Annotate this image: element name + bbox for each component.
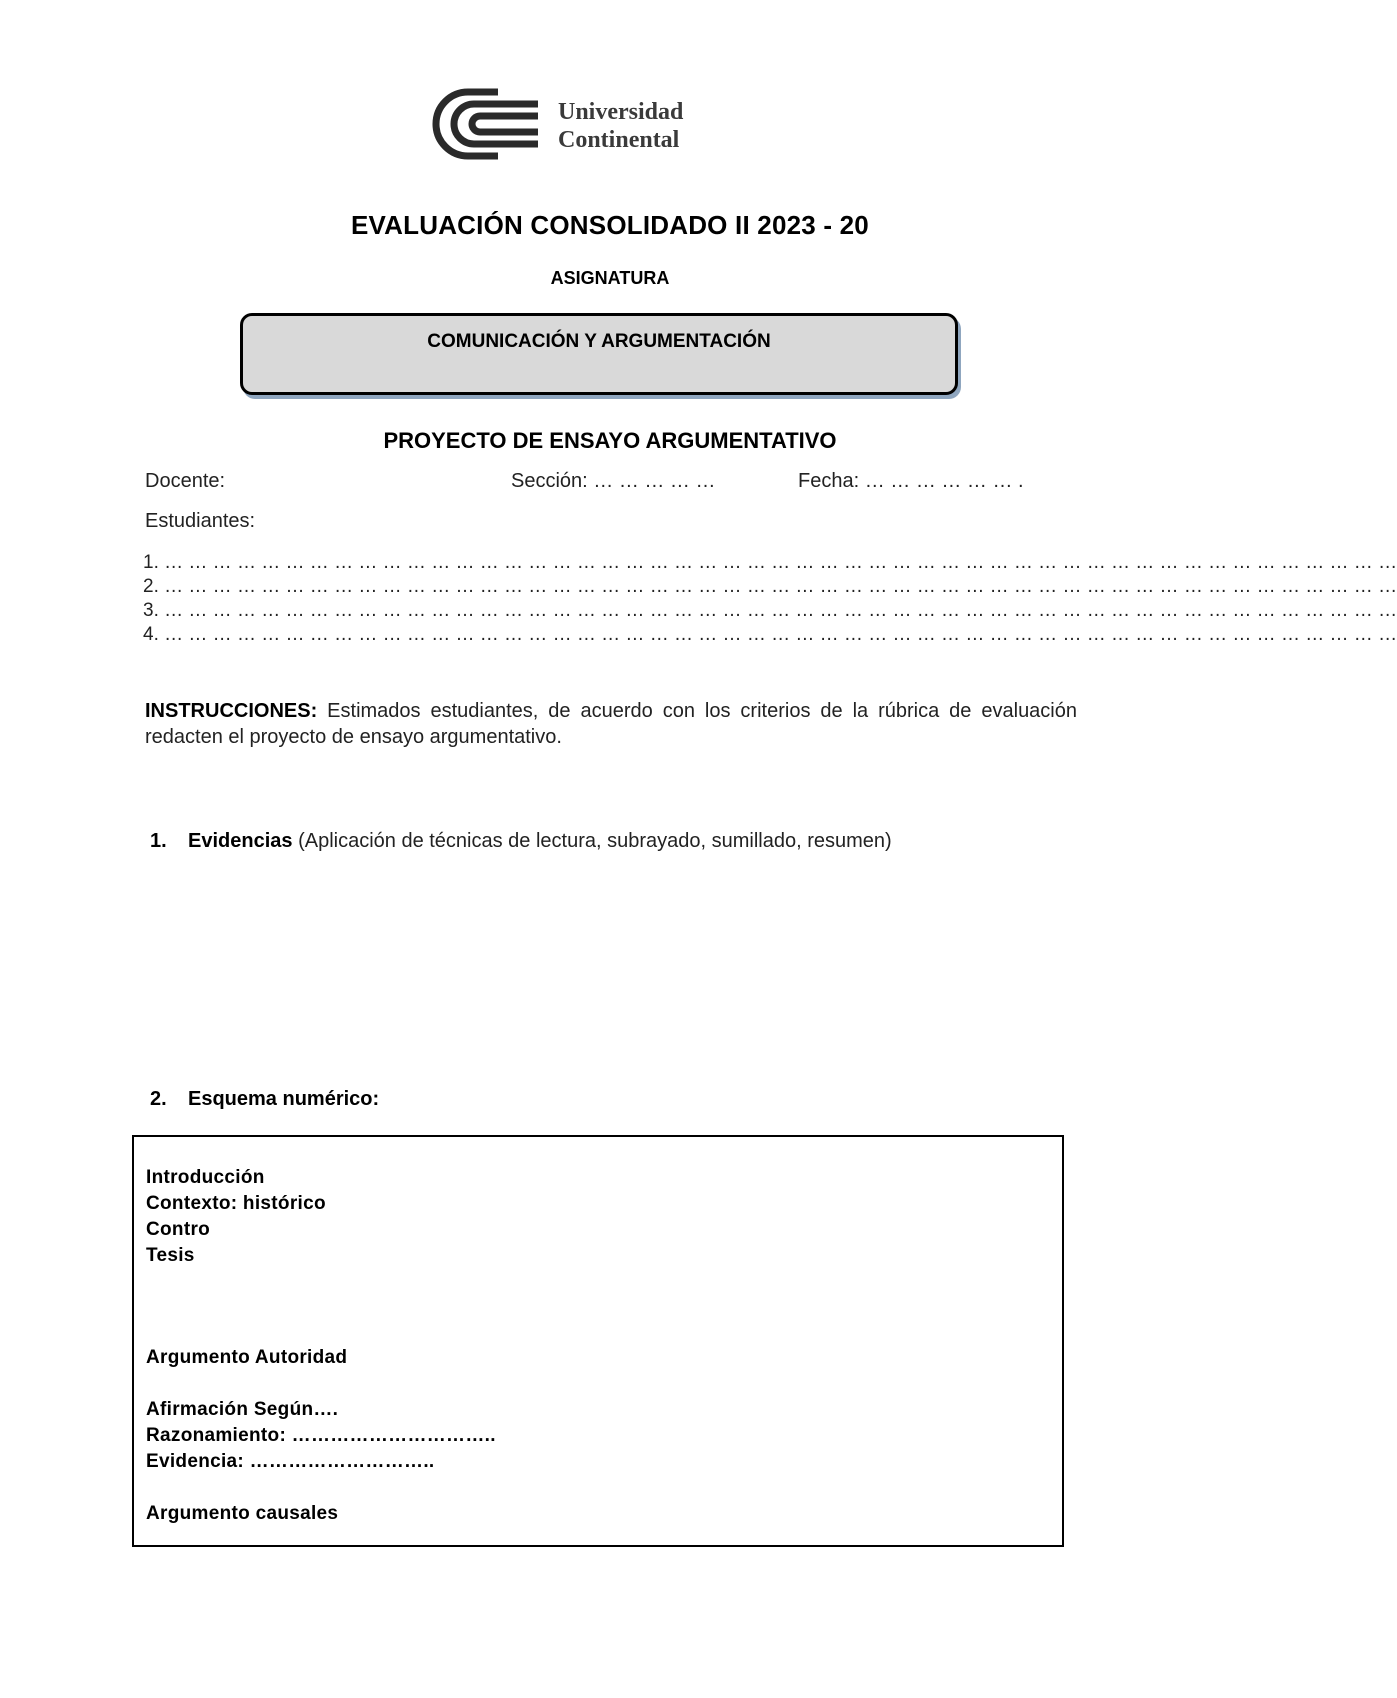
student-line-2: 2. … … … … … … … … … … … … … … … … … … … … … … … … … … … … … … … … … … … … … … … … … … … … … … … … … … … bbox=[143, 576, 1397, 597]
schema-box bbox=[132, 1135, 1064, 1547]
instructions-paragraph bbox=[145, 698, 1077, 750]
schema-line-afirmacion: Afirmación Según…. bbox=[146, 1399, 339, 1420]
university-logo bbox=[438, 88, 718, 168]
section-note: (Aplicación de técnicas de lectura, subrayado, sumillado, resumen) bbox=[292, 830, 892, 852]
section-number: 1. bbox=[150, 830, 167, 852]
project-title: PROYECTO DE ENSAYO ARGUMENTATIVO bbox=[383, 428, 837, 453]
section-title: Esquema numérico: bbox=[188, 1088, 380, 1110]
logo-text-line2: Continental bbox=[558, 127, 680, 153]
schema-line-introduccion: Introducción bbox=[146, 1167, 265, 1188]
instructions-text: Estimados estudiantes, de acuerdo con los criterios de la rúbrica de evaluación redacten el proyecto de ensayo argumentativo. bbox=[145, 700, 1077, 748]
schema-line-razonamiento: Razonamiento: ………………………….. bbox=[146, 1425, 496, 1446]
student-line-1: 1. … … … … … … … … … … … … … … … … … … … … … … … … … … … … … … … … … … … … … … … … … … … … … … … … … … … bbox=[143, 552, 1397, 573]
student-line-3: 3. … … … … … … … … … … … … … … … … … … … … … … … … … … … … … … … … … … … … … … … … … … … … … … … … … … … bbox=[143, 600, 1397, 621]
subject-name: COMUNICACIÓN Y ARGUMENTACIÓN bbox=[427, 331, 771, 352]
section-esquema bbox=[150, 1088, 379, 1111]
schema-line-evidencia: Evidencia: ……………………….. bbox=[146, 1451, 435, 1472]
seccion-field: Sección: … … … … … bbox=[511, 470, 716, 492]
schema-line-argumento-causales: Argumento causales bbox=[146, 1503, 339, 1524]
schema-line-tesis: Tesis bbox=[146, 1245, 195, 1266]
section-title: Evidencias bbox=[188, 830, 293, 852]
fecha-field: Fecha: … … … … … … . bbox=[798, 470, 1024, 492]
student-line-4: 4. … … … … … … … … … … … … … … … … … … … … … … … … … … … … … … … … … … … … … … … … … … … … … … … … … … … bbox=[143, 624, 1397, 645]
section-evidencias bbox=[150, 830, 892, 853]
docente-field: Docente: bbox=[145, 470, 226, 492]
schema-line-argumento-autoridad: Argumento Autoridad bbox=[146, 1347, 348, 1368]
schema-line-contro: Contro bbox=[146, 1219, 211, 1240]
page-title: EVALUACIÓN CONSOLIDADO II 2023 - 20 bbox=[351, 210, 869, 240]
subject-label: ASIGNATURA bbox=[550, 268, 670, 288]
section-number: 2. bbox=[150, 1088, 167, 1110]
estudiantes-label: Estudiantes: bbox=[145, 510, 256, 532]
schema-line-contexto: Contexto: histórico bbox=[146, 1193, 326, 1214]
university-emblem-icon bbox=[438, 88, 548, 160]
logo-text-line1: Universidad bbox=[558, 99, 684, 125]
instructions-label: INSTRUCCIONES: bbox=[145, 700, 318, 722]
subject-box bbox=[240, 313, 958, 395]
